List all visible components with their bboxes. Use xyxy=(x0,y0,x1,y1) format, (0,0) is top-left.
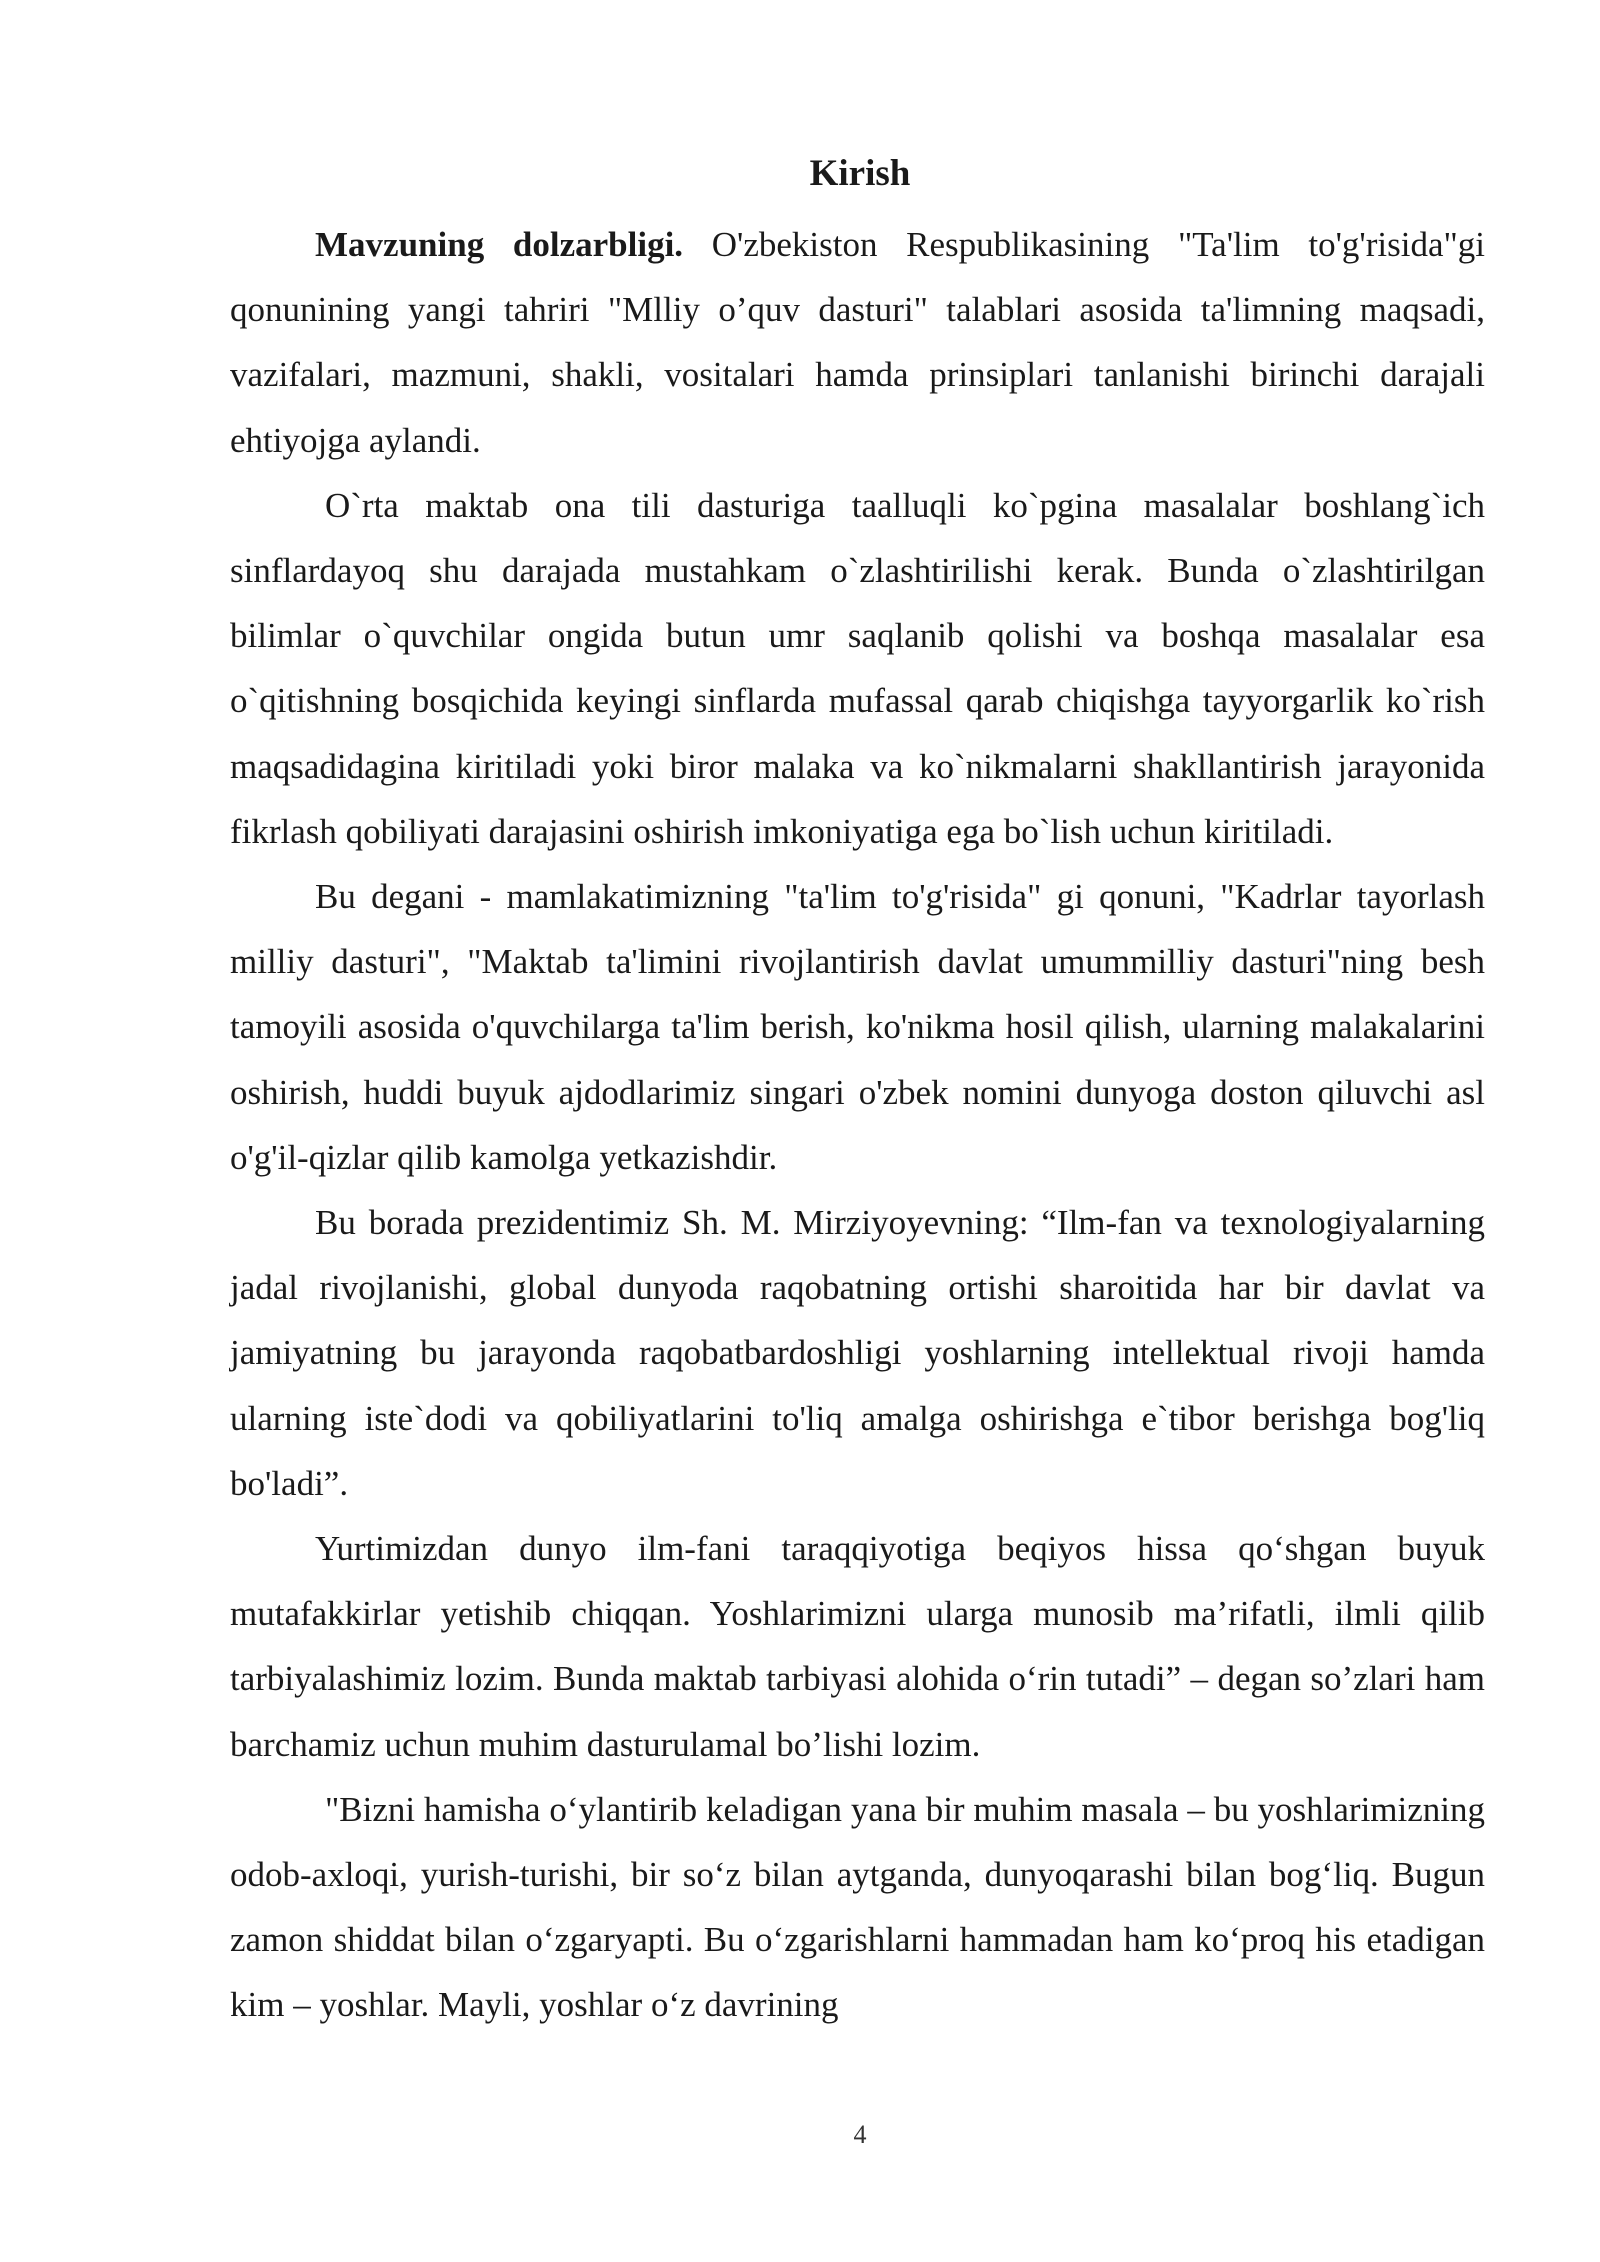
body-text xyxy=(230,212,1485,2038)
page-number: 4 xyxy=(853,2120,867,2149)
paragraph-lead: Mavzuning dolzarbligi. xyxy=(315,225,684,264)
paragraph-youth: "Bizni hamisha o‘ylantirib keladigan yana bir muhim masala – bu yoshlarimizning odob-axloqi, yurish-turishi, bir so‘z bilan aytganda, dunyoqarashi bilan bog‘liq. Bugun zamon shiddat bilan o‘zgaryapti. Bu o‘zgarishlarni hammadan ham ko‘proq his etadigan kim – yoshlar. Mayli, yoshlar o‘z davrining xyxy=(230,1789,1485,2025)
paragraph-school-curriculum: O`rta maktab ona tili dasturiga taalluqli ko`pgina masalalar boshlang`ich sinflardayoq shu darajada mustahkam o`zlashtirilishi kerak. Bunda o`zlashtirilgan bilimlar o`quvchilar ongida butun umr saqlanib qolishi va boshqa masalalar esa o`qitishning bosqichida keyingi sinflarda mufassal qarab chiqishga tayyorgarlik ko`rish maqsadidagina kiritiladi yoki biror malaka va ko`nikmalarni shakllantirish jarayonida fikrlash qobiliyati darajasini oshirish imkoniyatiga ega bo`lish uchun kiritiladi. xyxy=(230,485,1485,851)
page-heading: Kirish xyxy=(809,153,911,194)
paragraph-thinkers: Yurtimizdan dunyo ilm-fani taraqqiyotiga beqiyos hissa qo‘shgan buyuk mutafakkirlar yetishib chiqqan. Yoshlarimizni ularga munosib ma’rifatli, ilmli qilib tarbiyalashimiz lozim. Bunda maktab tarbiyasi alohida o‘rin tutadi” – degan so’zlari ham barchamiz uchun muhim dasturulamal bo’lishi lozim. xyxy=(230,1529,1485,1764)
paragraph-president-quote: Bu borada prezidentimiz Sh. M. Mirziyoyevning: “Ilm-fan va texnologiyalarning jadal rivojlanishi, global dunyoda raqobatning ortishi sharoitida har bir davlat va jamiyatning bu jarayonda raqobatbardoshligi yoshlarning intellektual rivoji hamda ularning iste`dodi va qobiliyatlarini to'liq amalga oshirishga e`tibor berishga bog'liq bo'ladi”. xyxy=(230,1203,1485,1503)
paragraph-education-law: Bu degani - mamlakatimizning "ta'lim to'g'risida" gi qonuni, "Kadrlar tayorlash milliy dasturi", "Maktab ta'limini rivojlantirish davlat umummilliy dasturi"ning besh tamoyili asosida o'quvchilarga ta'lim berish, ko'nikma hosil qilish, ularning malakalarini oshirish, huddi buyuk ajdodlarimiz singari o'zbek nomini dunyoga doston qiluvchi asl o'g'il-qizlar qilib kamolga yetkazishdir. xyxy=(230,877,1485,1177)
paragraph-relevance xyxy=(230,212,1485,473)
paragraph-text: O'zbekiston Respublikasining "Ta'lim to'g'risida"gi qonunining yangi tahriri "Mlliy o’quv dasturi" talablari asosida ta'limning maqsadi, vazifalari, mazmuni, shakli, vositalari hamda prinsiplari tanlanishi birinchi darajali ehtiyojga aylandi. xyxy=(230,225,1485,460)
